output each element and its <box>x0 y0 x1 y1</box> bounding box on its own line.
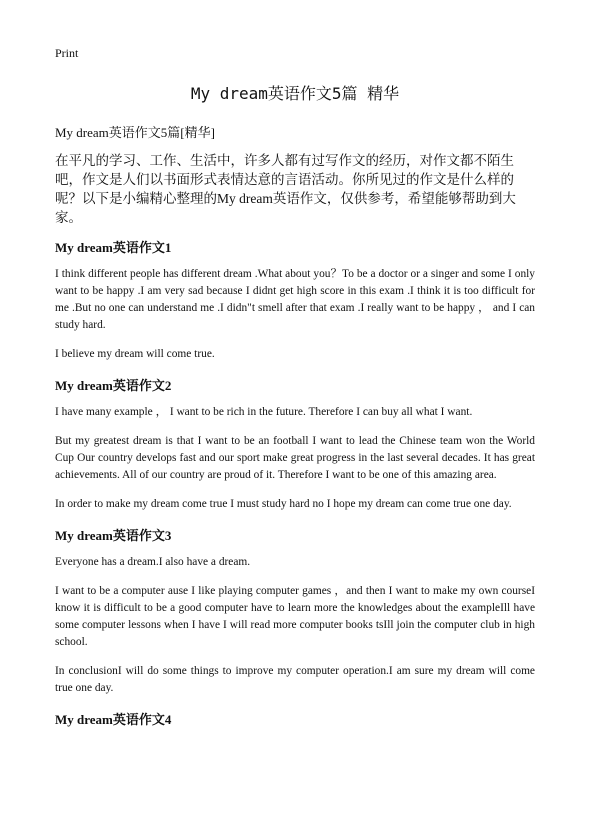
essay-section-2 <box>55 375 535 513</box>
essay-section-4 <box>55 709 535 728</box>
essay-paragraph: Everyone has a dream.I also have a dream. <box>55 556 251 568</box>
essay-paragraph: In conclusionI will do some things to improve my computer operation.I am sure my dream will come true one day. <box>55 665 535 694</box>
essay-paragraph: I think different people has different dream .What about you？To be a doctor or a singer and some I only want to be happy .I am very sad because I didnt get high score in this exam .I think it is too difficult for me .But no one can understand me .I didn"t smell after that exam .I really want to be happy ， and I can study hard. <box>55 268 535 331</box>
essay-paragraph: In order to make my dream come true I must study hard no I hope my dream can come true one day. <box>55 498 512 510</box>
essay-section-1 <box>55 237 535 363</box>
section-heading: My dream英语作文1 <box>55 240 172 255</box>
intro-paragraph: 在平凡的学习、工作、生活中，许多人都有过写作文的经历，对作文都不陌生吧，作文是人们以书面形式表情达意的言语活动。你所见过的作文是什么样的呢？以下是小编精心整理的My dream英语作文，仅供参考，希望能够帮助到大家。 <box>55 153 516 225</box>
section-heading: My dream英语作文3 <box>55 528 172 543</box>
essay-paragraph: I have many example ， I want to be rich in the future. Therefore I can buy all what I want. <box>55 406 473 418</box>
essay-paragraph: I want to be a computer ause I like playing computer games ，and then I want to make my own courseI know it is difficult to be a good computer have to learn more the knowledges about the exampleIll have some computer lessons when I have I will read more computer books tsIll join the computer club in high school. <box>55 585 535 648</box>
document-page <box>55 46 535 738</box>
essay-paragraph: But my greatest dream is that I want to be an football I want to lead the Chinese team won the World Cup Our country develops fast and our sport make great progress in the last several decades. It has great achievements. All of our country are proud of it. Therefore I want to be one of this amazing area. <box>55 435 535 481</box>
print-link[interactable]: Print <box>55 46 79 60</box>
document-title: My dream英语作文5篇 精华 <box>190 84 400 103</box>
section-heading: My dream英语作文4 <box>55 712 172 727</box>
essay-section-3 <box>55 525 535 697</box>
section-heading: My dream英语作文2 <box>55 378 172 393</box>
essay-paragraph: I believe my dream will come true. <box>55 348 215 360</box>
document-subtitle: My dream英语作文5篇[精华] <box>55 125 215 140</box>
